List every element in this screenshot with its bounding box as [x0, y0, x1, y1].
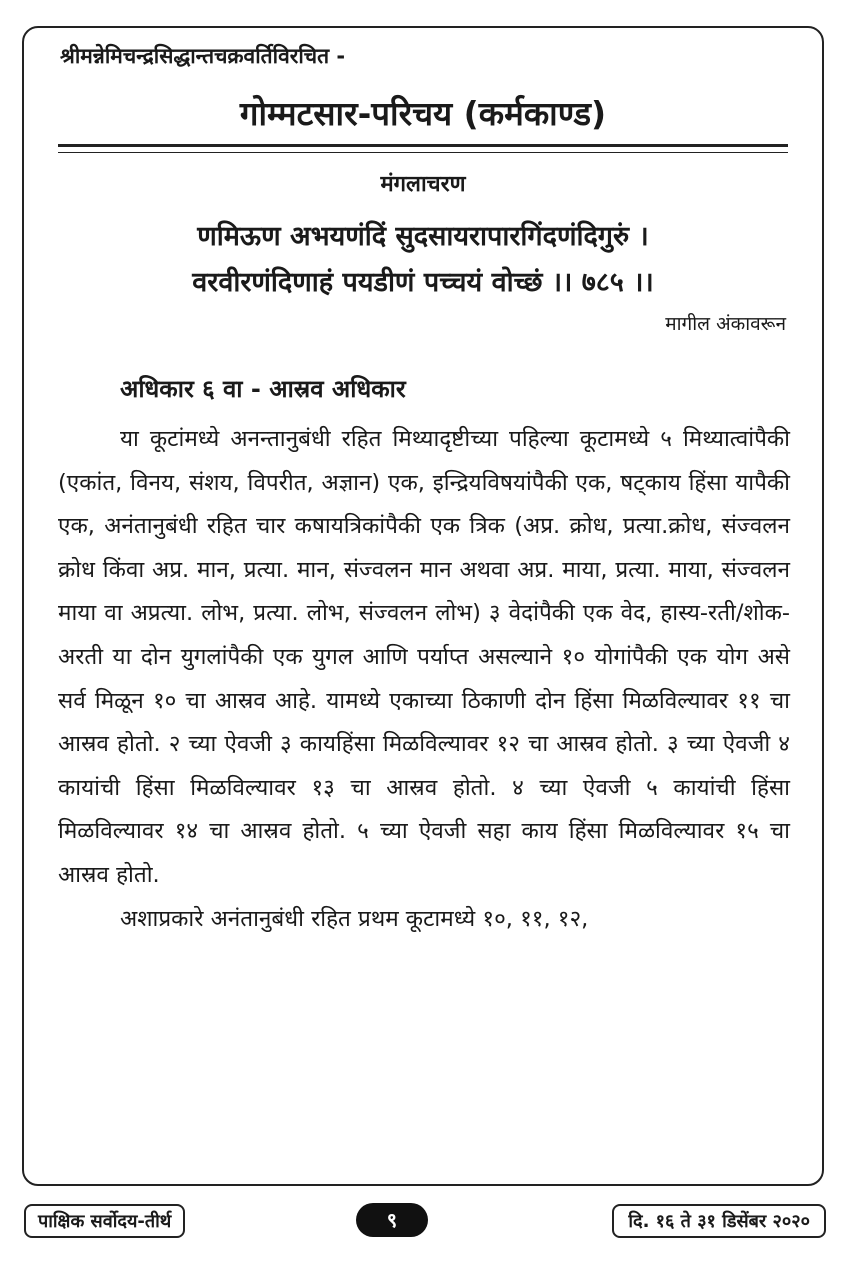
- page-title: गोम्मटसार-परिचय (कर्मकाण्ड): [239, 94, 607, 133]
- continued-note: मागील अंकावरून: [665, 313, 786, 335]
- paragraph-1: या कूटांमध्ये अनन्तानुबंधी रहित मिथ्यादृष्टीच्या पहिल्या कूटामध्ये ५ मिथ्यात्वांपैकी (एकांत, विनय, संशय, विपरीत, अज्ञान) एक, इन्द्रियविषयांपैकी एक, षट्काय हिंसा यापैकी एक, अनंतानुबंधी रहित चार कषायत्रिकांपैकी एक त्रिक (अप्र. क्रोध, प्रत्या.क्रोध, संज्वलन क्रोध किंवा अप्र. मान, प्रत्या. मान, संज्वलन मान अथवा अप्र. माया, प्रत्या. माया, संज्वलन माया वा अप्रत्या. लोभ, प्रत्या. लोभ, संज्वलन लोभ) ३ वेदांपैकी एक वेद, हास्य-रती/शोक-अरती या दोन युगलांपैकी एक युगल आणि पर्याप्त असल्याने १० योगांपैकी एक योग असे सर्व मिळून १० चा आस्रव आहे. यामध्ये एकाच्या ठिकाणी दोन हिंसा मिळविल्यावर ११ चा आस्रव होतो. २ च्या ऐवजी ३ कायहिंसा मिळविल्यावर १२ चा आस्रव होतो. ३ च्या ऐवजी ४ कायांची हिंसा मिळविल्यावर १३ चा आस्रव होतो. ४ च्या ऐवजी ५ कायांची हिंसा मिळविल्यावर १४ चा आस्रव होतो. ५ च्या ऐवजी सहा काय हिंसा मिळविल्यावर १५ चा आस्रव होतो.: [58, 426, 790, 888]
- title-rule-thin: [58, 152, 788, 153]
- issue-date: दि. १६ ते ३१ डिसेंबर २०२०: [612, 1204, 826, 1238]
- page-number: ९: [356, 1203, 428, 1237]
- paragraph-2: अशाप्रकारे अनंतानुबंधी रहित प्रथम कूटामध्ये १०, ११, १२,: [120, 905, 589, 932]
- section-heading: अधिकार ६ वा - आस्रव अधिकार: [120, 375, 406, 403]
- verse-line-1: णमिऊण अभयणंदिं सुदसायरापारगिंदणंदिगुरुं ।: [197, 221, 649, 252]
- verse-block: [24, 214, 822, 306]
- publication-name: पाक्षिक सर्वोदय-तीर्थ: [24, 1204, 185, 1238]
- body-text: [58, 418, 790, 941]
- title-rule-thick: [58, 144, 788, 147]
- verse-line-2: वरवीरणंदिणाहं पयडीणं पच्चयं वोच्छं ।। ७८५ ।।: [192, 267, 654, 298]
- page-frame: [22, 26, 824, 1186]
- work-subtitle: श्रीमन्नेमिचन्द्रसिद्धान्तचक्रवर्तिविरचित -: [60, 44, 346, 68]
- mangalacharan-heading: मंगलाचरण: [380, 172, 466, 197]
